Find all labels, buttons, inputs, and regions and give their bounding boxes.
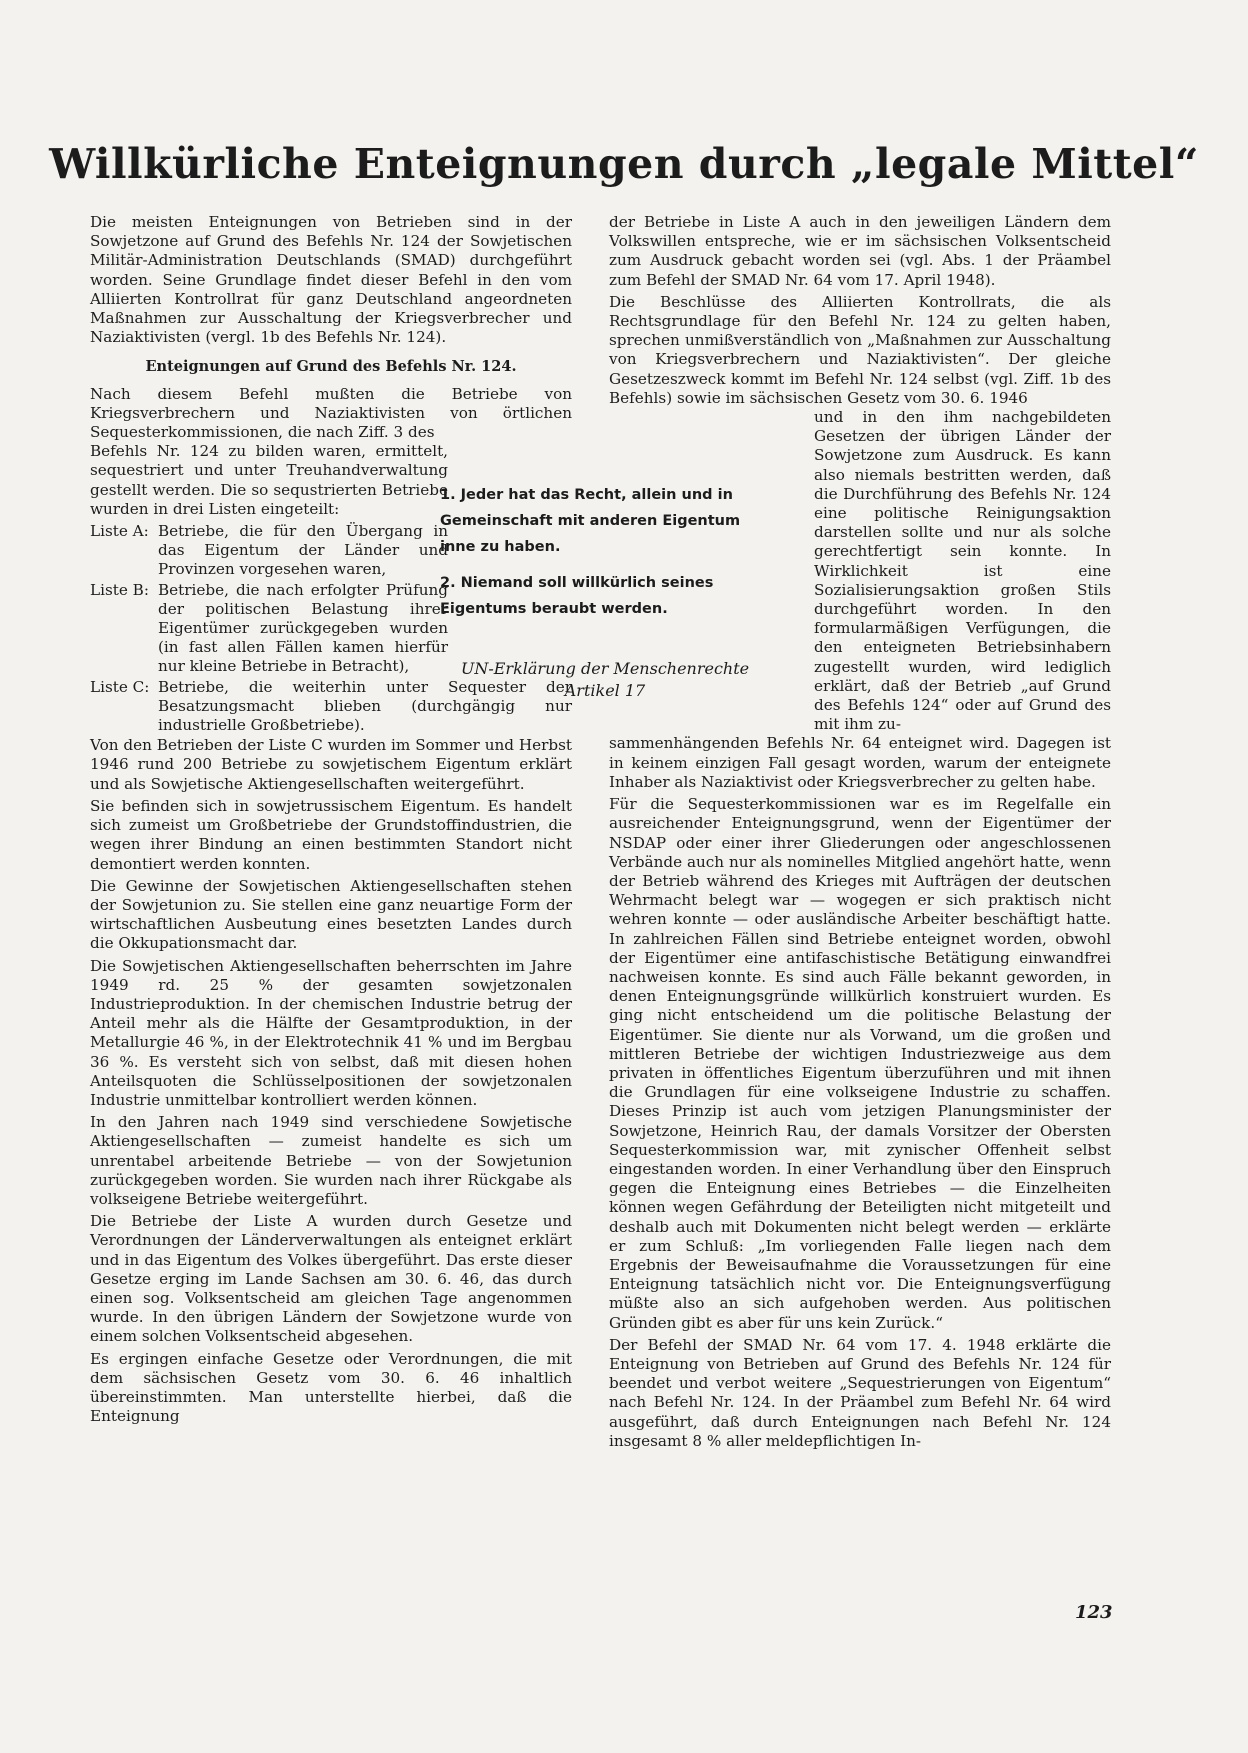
list-text: Betriebe, die weiterhin unter Sequester der Besatzungsmacht blieben (durchgängig nur industrielle Großbetriebe).	[158, 677, 572, 735]
list-label: Liste B:	[90, 580, 149, 599]
paragraph: Befehls Nr. 124 zu bilden waren, ermittelt, sequestriert und unter Treuhandverwaltung gestellt werden. Die so sequstrierten Betriebe wurden in drei Listen eingeteilt:	[90, 442, 448, 518]
quote-article-2: 2. Niemand soll willkürlich seines Eigentums beraubt werden.	[440, 575, 714, 617]
paragraph: sammenhängenden Befehls Nr. 64 enteignet wird. Dagegen ist in keinem einzigen Fall gesagt worden, warum der enteignete Inhaber als Naziaktivist oder Kriegsverbrecher zu gelten habe.	[609, 734, 1111, 791]
page-number: 123	[1075, 1602, 1113, 1623]
list-text: Betriebe, die für den Übergang in das Eigentum der Länder und Provinzen vorgesehen waren,	[158, 522, 448, 579]
paragraph: Die meisten Enteignungen von Betrieben sind in der Sowjetzone auf Grund des Befehls Nr. 124 der Sowjetischen Militär-Administration Deutschlands (SMAD) durchgeführt worden. Seine Grundlage findet dieser Befehl in den vom Alliierten Kontrollrat für ganz Deutschland angeordneten Maßnahmen zur Ausschaltung der Kriegsverbrecher und Naziaktivisten (vergl. 1b des Befehls Nr. 124).	[90, 213, 572, 347]
paragraph: und in den ihm nachgebildeten Gesetzen der übrigen Länder der Sowjetzone zum Ausdruck. Es kann also niemals bestritten werden, daß die Durchführung des Befehls Nr. 124 eine politische Reinigungsaktion darstellen sollte und nur als solche gerechtfertigt sein konnte. In Wirklichkeit ist eine Sozialisierungsaktion großen Stils durchgeführt worden. In den formularmäßigen Verfügungen, die den enteigneten Betriebsinhabern zugestellt wurden, wird lediglich erklärt, daß der Betrieb „auf Grund des Befehls 124“ oder auf Grund des mit ihm zu-	[814, 408, 1111, 734]
right-column	[609, 213, 1111, 1454]
paragraph: Die Sowjetischen Aktiengesellschaften beherrschten im Jahre 1949 rd. 25 % der gesamten sowjetzonalen Industrieproduktion. In der chemischen Industrie betrug der Anteil mehr als die Hälfte der Gesamtproduktion, in der Metallurgie 46 %, in der Elektrotechnik 41 % und im Bergbau 36 %. Es versteht sich von selbst, daß mit diesen hohen Anteilsquoten die Schlüsselpositionen der sowjetzonalen Industrie unmittelbar kontrolliert werden können.	[90, 956, 572, 1109]
paragraph: Es ergingen einfache Gesetze oder Verordnungen, die mit dem sächsischen Gesetz vom 30. 6. 46 inhaltlich übereinstimmten. Man unterstellte hierbei, daß die Enteignung	[90, 1349, 572, 1426]
paragraph: Die Betriebe der Liste A wurden durch Gesetze und Verordnungen der Länderverwaltungen als enteignet erklärt und in das Eigentum des Volkes übergeführt. Das erste dieser Gesetze erging im Lande Sachsen am 30. 6. 46, das durch einen sog. Volksentscheid am gleichen Tage angenommen wurde. In den übrigen Ländern der Sowjetzone wurde von einem solchen Volksentscheid abgesehen.	[90, 1212, 572, 1346]
paragraph: Für die Sequesterkommissionen war es im Regelfalle ein ausreichender Enteignungsgrund, wenn der Eigentümer der NSDAP oder einer ihrer Gliederungen oder angeschlossenen Verbände auch nur als nominelles Mitglied angehört hatte, wenn der Betrieb während des Krieges mit Aufträgen der deutschen Wehrmacht belegt war — wogegen er sich praktisch nicht wehren konnte — oder ausländische Arbeiter beschäftigt hatte. In zahlreichen Fällen sind Betriebe enteignet worden, obwohl der Eigentümer eine antifaschistische Betätigung einwandfrei nachweisen konnte. Es sind auch Fälle bekannt geworden, in denen Enteignungsgründe willkürlich konstruiert wurden. Es ging nicht entscheidend um die politische Belastung der Eigentümer. Sie diente nur als Vorwand, um die großen und mittleren Betriebe der wichtigen Industriezweige aus dem privaten in öffentliches Eigentum überzuführen und mit ihnen die Grundlagen für eine volkseigene Industrie zu schaffen. Dieses Prinzip ist auch vom jetzigen Planungsminister der Sowjetzone, Heinrich Rau, der damals Vorsitzer der Obersten Sequesterkommission war, mit zynischer Offenheit selbst eingestanden worden. In einer Verhandlung über den Einspruch gegen die Enteignung eines Betriebes — die Einzelheiten können wegen Gefährdung der Beteiligten nicht mitgeteilt und deshalb auch mit Dokumenten nicht belegt werden — erklärte er zum Schluß: „Im vorliegenden Falle liegen nach dem Ergebnis der Beweisaufnahme die Voraussetzungen für eine Enteignung tatsächlich nicht vor. Die Enteignungsverfügung müßte also an sich aufgehoben werden. Aus politischen Gründen gibt es aber für uns kein Zurück.“	[609, 795, 1111, 1332]
section-heading: Enteignungen auf Grund des Befehls Nr. 124.	[145, 358, 517, 376]
paragraph: Der Befehl der SMAD Nr. 64 vom 17. 4. 1948 erklärte die Enteignung von Betrieben auf Grund des Befehls Nr. 124 für beendet und verbot weitere „Sequestrierungen von Eigentum“ nach Befehl Nr. 124. In der Präambel zum Befehl Nr. 64 wird ausgeführt, daß durch Enteignungen nach Befehl Nr. 124 insgesamt 8 % aller meldepflichtigen In-	[609, 1335, 1111, 1450]
paragraph: Nach diesem Befehl mußten die Betriebe von Kriegsverbrechern und Naziaktivisten von örtlichen Sequesterkommissionen, die nach Ziff. 3 des	[90, 384, 572, 442]
article-title: Willkürliche Enteignungen durch „legale Mittel“	[49, 140, 1199, 188]
paragraph: Von den Betrieben der Liste C wurden im Sommer und Herbst 1946 rund 200 Betriebe zu sowjetischem Eigentum erklärt und als Sowjetische Aktiengesellschaften weitergeführt.	[90, 736, 572, 793]
list-label: Liste C:	[90, 677, 150, 696]
paragraph: Die Gewinne der Sowjetischen Aktiengesellschaften stehen der Sowjetunion zu. Sie stellen eine ganz neuartige Form der wirtschaftlichen Ausbeutung eines besetzten Landes durch die Okkupationsmacht dar.	[90, 876, 572, 953]
paragraph: Sie befinden sich in sowjetrussischem Eigentum. Es handelt sich zumeist um Großbetriebe der Grundstoffindustrien, die wegen ihrer Bindung an einen bestimmten Standort nicht demontiert werden konnten.	[90, 796, 572, 873]
paragraph: der Betriebe in Liste A auch in den jeweiligen Ländern dem Volkswillen entspreche, wie er im sächsischen Volksentscheid zum Ausdruck gebacht worden sei (vgl. Abs. 1 der Präambel zum Befehl der SMAD Nr. 64 vom 17. April 1948).	[609, 213, 1111, 289]
quote-article-1: 1. Jeder hat das Recht, allein und in Gemeinschaft mit anderen Eigentum inne zu haben.	[440, 487, 741, 555]
paragraph: In den Jahren nach 1949 sind verschiedene Sowjetische Aktiengesellschaften — zumeist handelte es sich um unrentabel arbeitende Betriebe — von der Sowjetunion zurückgegeben worden. Sie wurden nach ihrer Rückgabe als volkseigene Betriebe weitergeführt.	[90, 1113, 572, 1208]
list-text: Betriebe, die nach erfolgter Prüfung der politischen Belastung ihrer Eigentümer zurückgegeben wurden (in fast allen Fällen kamen hierfür nur kleine Betriebe in Betracht),	[158, 580, 448, 676]
quote-source: UN-Erklärung der Menschenrechte Artikel 17	[460, 659, 750, 700]
paragraph: Die Beschlüsse des Alliierten Kontrollrats, die als Rechtsgrundlage für den Befehl Nr. 124 zu gelten haben, sprechen unmißverständlich von „Maßnahmen zur Ausschaltung von Kriegsverbrechern und Naziaktivisten“. Der gleiche Gesetzeszweck kommt im Befehl Nr. 124 selbst (vgl. Ziff. 1b des Befehls) sowie im sächsischen Gesetz vom 30. 6. 1946	[609, 292, 1111, 407]
left-column	[90, 213, 572, 1429]
list-label: Liste A:	[90, 522, 149, 541]
